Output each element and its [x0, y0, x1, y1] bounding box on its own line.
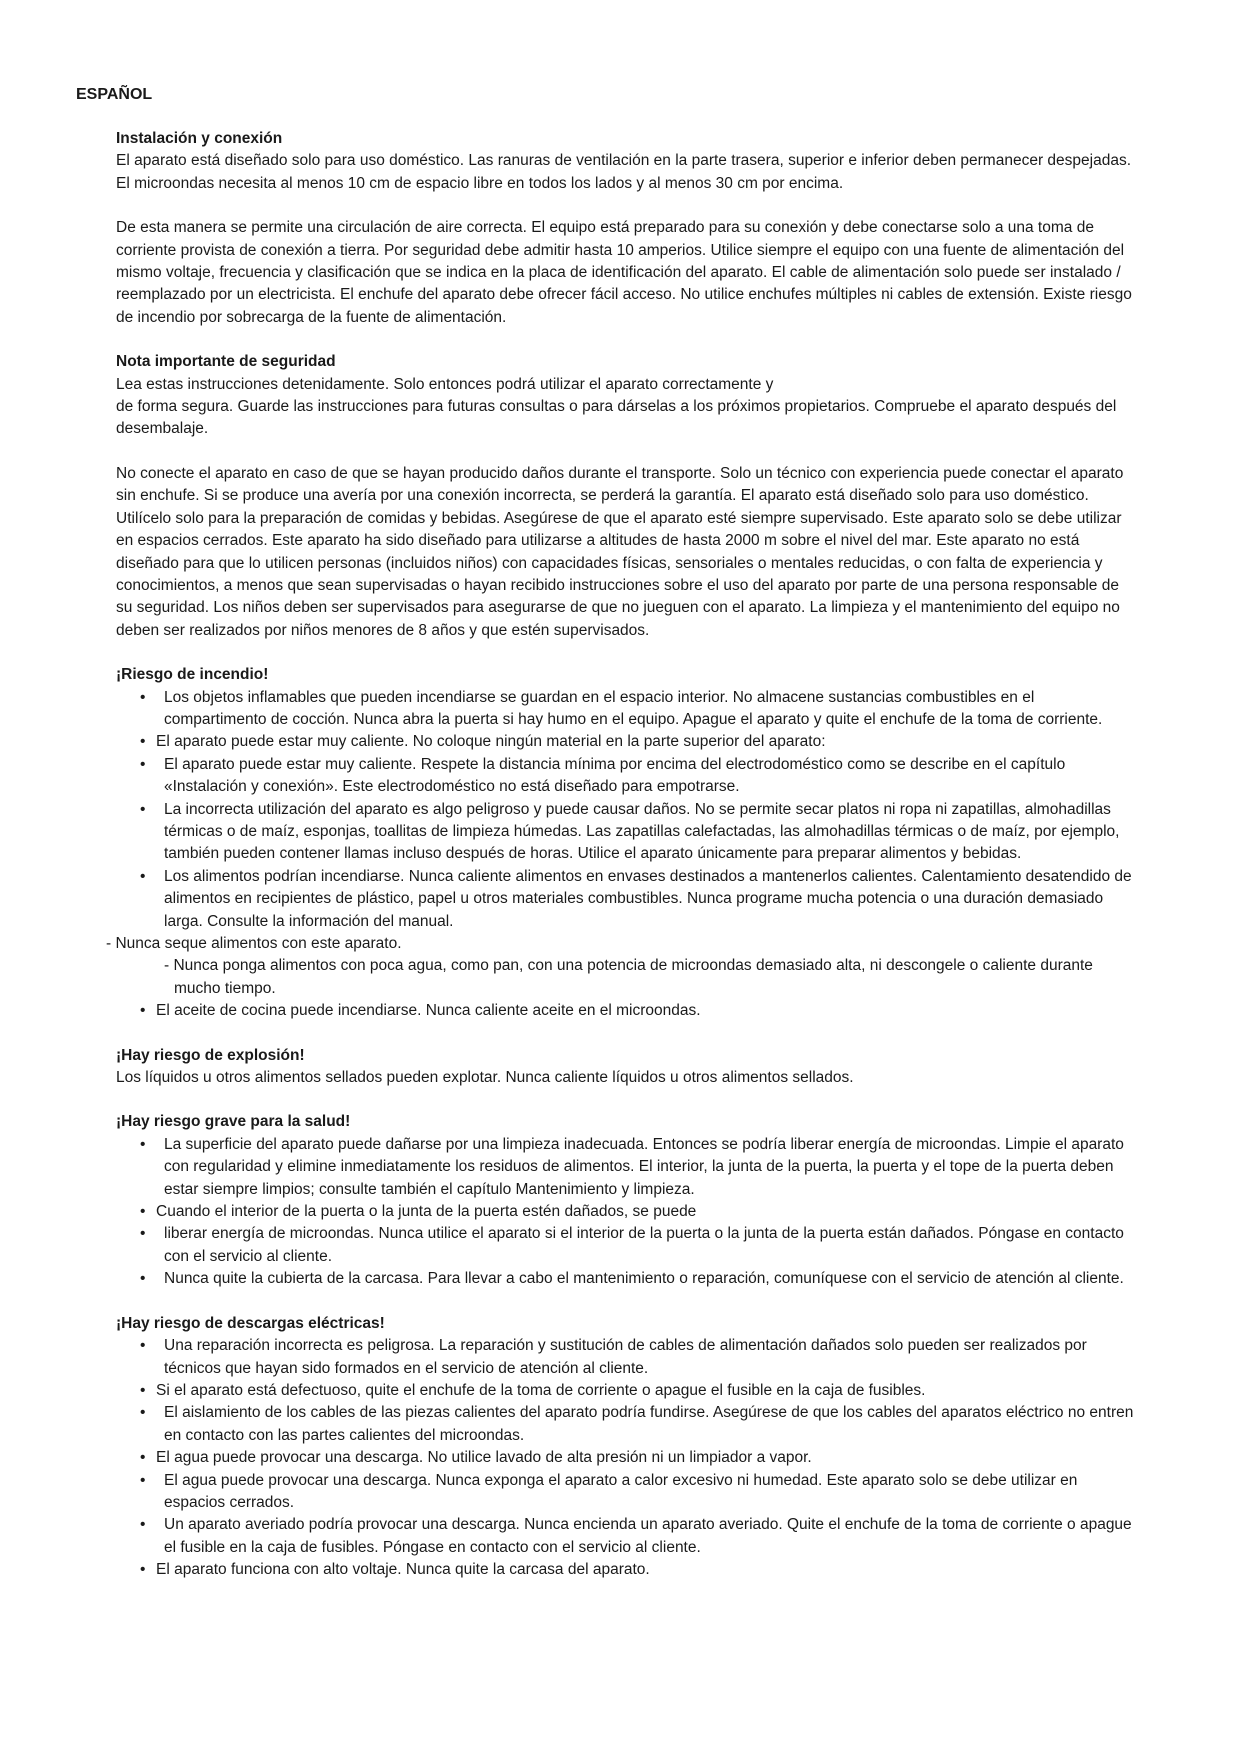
safety-paragraph-2: No conecte el aparato en caso de que se hayan producido daños durante el transporte. Solo un técnico con experiencia puede conectar el aparato sin enchufe. Si se produce una avería por una conexión incorrecta, se perderá la garantía. El aparato está diseñado solo para uso doméstico. Utilícelo solo para la preparación de comidas y bebidas. Asegúrese de que el aparato esté siempre supervisado. Este aparato solo se debe utilizar en espacios cerrados. Este aparato ha sido diseñado para utilizarse a altitudes de hasta 2000 m sobre el nivel del mar. Este aparato no está diseñado para que lo utilicen personas (incluidos niños) con capacidades físicas, sensoriales o mentales reducidas, o con falta de experiencia y conocimientos, a menos que sean supervisadas o hayan recibido instrucciones sobre el uso del aparato por parte de una persona responsable de su seguridad. Los niños deben ser supervisados para asegurarse de que no jueguen con el aparato. La limpieza y el mantenimiento del equipo no deben ser realizados por niños menores de 8 años y que estén supervisados. — [116, 464, 1124, 639]
bullet-icon: • — [140, 1516, 146, 1534]
section-title-installation: Instalación y conexión — [116, 130, 283, 147]
list-item: • Un aparato averiado podría provocar una descarga. Nunca encienda un aparato averiado. Quite el enchufe de la toma de corriente o apague el fusible en la caja de fusibles. Póngase en contacto con el servicio al cliente. — [140, 1516, 1132, 1556]
list-item: • Cuando el interior de la puerta o la junta de la puerta estén dañados, se puede — [116, 1201, 1136, 1223]
list-item: • El aparato puede estar muy caliente. Respete la distancia mínima por encima del electrodoméstico como se describe en el capítulo «Instalación y conexión». Este electrodoméstico no está diseñado para empotrarse. — [140, 755, 1066, 796]
list-item: • La incorrecta utilización del aparato es algo peligroso y puede causar daños. No se permite secar platos ni ropa ni zapatillas, almohadillas térmicas o de maíz, esponjas, toallitas de limpieza húmedas. Las zapatillas calefactadas, las almohadillas térmicas o de maíz, por ejemplo, también pueden contener llamas incluso después de horas. Utilice el aparato únicamente para preparar alimentos y bebidas. — [140, 800, 1120, 863]
bullet-icon: • — [140, 1449, 146, 1467]
bullet-icon: • — [140, 1381, 146, 1399]
section-title-safety: Nota importante de seguridad — [116, 353, 336, 371]
list-item: • Si el aparato está defectuoso, quite el enchufe de la toma de corriente o apague el fusible en la caja de fusibles. — [116, 1380, 1136, 1402]
explosion-paragraph: Los líquidos u otros alimentos sellados pueden explotar. Nunca caliente líquidos u otros alimentos sellados. — [116, 1069, 854, 1087]
health-list — [116, 1134, 1136, 1291]
bullet-icon: • — [140, 1270, 146, 1288]
installation-paragraph-1: El aparato está diseñado solo para uso doméstico. Las ranuras de ventilación en la parte trasera, superior e inferior deben permanecer despejadas. El microondas necesita al menos 10 cm de espacio libre en todos los lados y al menos 30 cm por encima. — [116, 152, 1132, 192]
bullet-icon: • — [140, 1002, 146, 1020]
section-title-health: ¡Hay riesgo grave para la salud! — [116, 1113, 351, 1131]
list-item: • La superficie del aparato puede dañarse por una limpieza inadecuada. Entonces se podría liberar energía de microondas. Limpie el aparato con regularidad y elimine inmediatamente los residuos de alimentos. El interior, la junta de la puerta, la puerta y el tope de la puerta deben estar siempre limpios; consulte también el capítulo Mantenimiento y limpieza. — [140, 1135, 1124, 1198]
list-item: • El aparato funciona con alto voltaje. Nunca quite la carcasa del aparato. — [116, 1559, 1136, 1581]
list-item: • El agua puede provocar una descarga. No utilice lavado de alta presión ni un limpiador a vapor. — [116, 1447, 1136, 1469]
bullet-icon: • — [140, 1203, 146, 1221]
list-item: • Los objetos inflamables que pueden incendiarse se guardan en el espacio interior. No almacene sustancias combustibles en el compartimento de cocción. Nunca abra la puerta si hay humo en el equipo. Apague el aparato y quite el enchufe de la toma de corriente. — [140, 688, 1103, 728]
list-item: • Una reparación incorrecta es peligrosa. La reparación y sustitución de cables de alimentación dañados solo pueden ser realizados por técnicos que hayan sido formados en el servicio de atención al cliente. — [140, 1337, 1087, 1377]
bullet-icon: • — [140, 733, 146, 751]
document-body — [106, 128, 1136, 1582]
bullet-icon: • — [140, 1337, 146, 1355]
language-heading: ESPAÑOL — [76, 86, 153, 103]
fire-dash-item-2: - Nunca ponga alimentos con poca agua, como pan, con una potencia de microondas demasiado alta, ni descongele o caliente durante mucho tiempo. — [164, 957, 1093, 997]
electric-list — [116, 1335, 1136, 1581]
list-item: • Los alimentos podrían incendiarse. Nunca caliente alimentos en envases destinados a mantenerlos calientes. Calentamiento desatendido de alimentos en recipientes de plástico, papel u otros materiales combustibles. Nunca programe mucha potencia o una duración demasiado larga. Consulte la información del manual. — [140, 867, 1132, 930]
bullet-icon: • — [140, 1404, 146, 1422]
list-item: • El aparato puede estar muy caliente. No coloque ningún material en la parte superior del aparato: — [116, 731, 1136, 753]
bullet-icon: • — [140, 688, 146, 706]
bullet-icon: • — [140, 1135, 146, 1153]
bullet-icon: • — [140, 1471, 146, 1489]
section-title-explosion: ¡Hay riesgo de explosión! — [116, 1046, 305, 1064]
list-item: • liberar energía de microondas. Nunca utilice el aparato si el interior de la puerta o la junta de la puerta están dañados. Póngase en contacto con el servicio al cliente. — [140, 1225, 1124, 1265]
bullet-icon: • — [140, 1225, 146, 1243]
fire-list-end — [116, 1000, 1136, 1022]
list-item: • El agua puede provocar una descarga. Nunca exponga el aparato a calor excesivo ni humedad. Este aparato solo se debe utilizar en espacios cerrados. — [140, 1471, 1078, 1511]
fire-list — [116, 687, 1136, 933]
bullet-icon: • — [140, 800, 146, 818]
section-title-fire: ¡Riesgo de incendio! — [116, 666, 269, 684]
bullet-icon: • — [140, 867, 146, 885]
bullet-icon: • — [140, 755, 146, 773]
list-item: • Nunca quite la cubierta de la carcasa. Para llevar a cabo el mantenimiento o reparación, comuníquese con el servicio de atención al cliente. — [116, 1268, 1136, 1290]
fire-dash-item-1: - Nunca seque alimentos con este aparato. — [106, 935, 402, 952]
safety-paragraph-1a: Lea estas instrucciones detenidamente. Solo entonces podrá utilizar el aparato correctamente y — [116, 375, 774, 393]
section-title-electric: ¡Hay riesgo de descargas eléctricas! — [116, 1314, 385, 1332]
safety-paragraph-1b: de forma segura. Guarde las instrucciones para futuras consultas o para dárselas a los próximos propietarios. Compruebe el aparato después del desembalaje. — [116, 398, 1117, 438]
installation-paragraph-2: De esta manera se permite una circulación de aire correcta. El equipo está preparado para su conexión y debe conectarse solo a una toma de corriente provista de conexión a tierra. Por seguridad debe admitir hasta 10 amperios. Utilice siempre el equipo con una fuente de alimentación del mismo voltaje, frecuencia y clasificación que se indica en la placa de identificación del aparato. El cable de alimentación solo puede ser instalado / reemplazado por un electricista. El enchufe del aparato debe ofrecer fácil acceso. No utilice enchufes múltiples ni cables de extensión. Existe riesgo de incendio por sobrecarga de la fuente de alimentación. — [116, 219, 1132, 326]
list-item: • El aislamiento de los cables de las piezas calientes del aparato podría fundirse. Asegúrese de que los cables del aparatos eléctrico no entren en contacto con las partes calientes del microondas. — [140, 1404, 1134, 1444]
bullet-icon: • — [140, 1561, 146, 1579]
list-item: • El aceite de cocina puede incendiarse. Nunca caliente aceite en el microondas. — [116, 1000, 1136, 1022]
